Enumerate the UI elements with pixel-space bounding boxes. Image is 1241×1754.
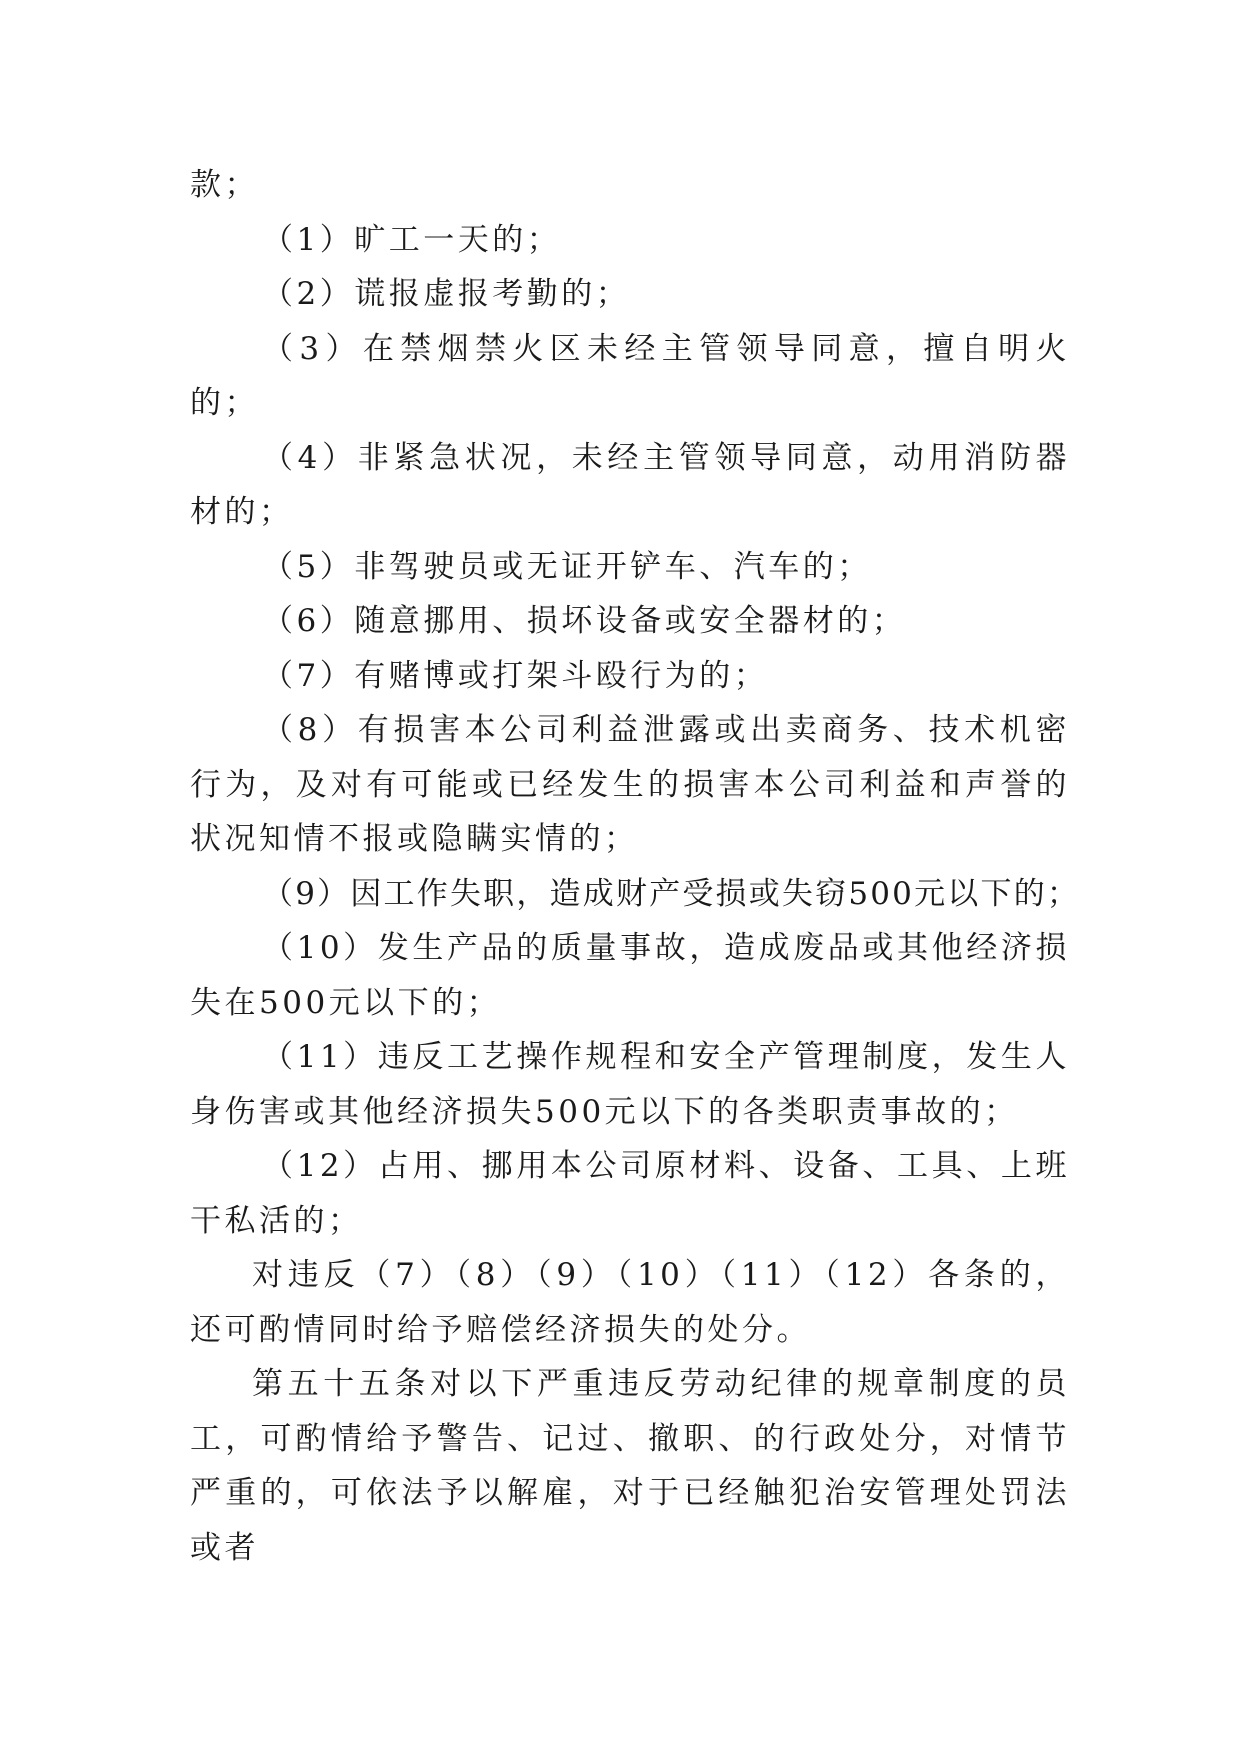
list-item-12: （12）占用、挪用本公司原材料、设备、工具、上班干私活的； [190, 1148, 1070, 1239]
list-item-11: （11）违反工艺操作规程和安全产管理制度，发生人身伤害或其他经济损失500元以下的各类职责事故的； [190, 1039, 1070, 1130]
list-item-2: （2）谎报虚报考勤的； [262, 276, 631, 312]
list-item-9: （9）因工作失职，造成财产受损或失窃500元以下的； [262, 875, 1081, 912]
list-item-6: （6）随意挪用、损坏设备或安全器材的； [262, 603, 907, 639]
paragraph-continuation: 款； [190, 167, 259, 203]
list-item-4: （4）非紧急状况，未经主管领导同意，动用消防器材的； [190, 439, 1070, 530]
document-body [190, 158, 1081, 1575]
article-55: 第五十五条对以下严重违反劳动纪律的规章制度的员工，可酌情给予警告、记过、撤职、的行政处分，对情节严重的，可依法予以解雇，对于已经触犯治安管理处罚法或者 [190, 1366, 1070, 1566]
list-item-5: （5）非驾驶员或无证开铲车、汽车的； [262, 548, 872, 585]
list-item-10: （10）发生产品的质量事故，造成废品或其他经济损失在500元以下的； [190, 930, 1070, 1021]
list-item-7: （7）有赌博或打架斗殴行为的； [262, 657, 769, 694]
compensation-note: 对违反（7）（8）（9）（10）（11）（12）各条的，还可酌情同时给予赔偿经济损失的处分。 [190, 1257, 1070, 1348]
list-item-3: （3）在禁烟禁火区未经主管领导同意，擅自明火的； [190, 330, 1070, 421]
list-item-8: （8）有损害本公司利益泄露或出卖商务、技术机密行为，及对有可能或已经发生的损害本公司利益和声誉的状况知情不报或隐瞒实情的； [190, 712, 1070, 857]
list-item-1: （1）旷工一天的； [262, 221, 562, 258]
